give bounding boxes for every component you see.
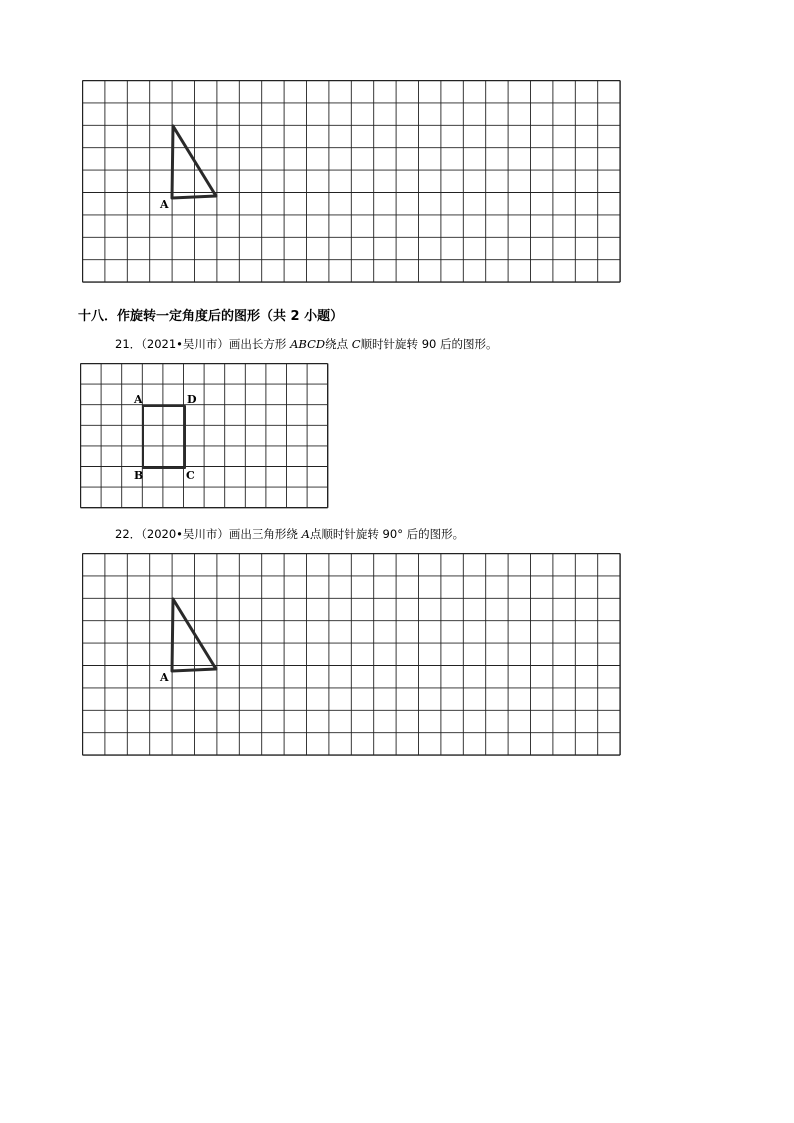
top-grid-svg xyxy=(82,80,622,295)
rect-label-b: B xyxy=(134,469,144,482)
question-22-point: A xyxy=(301,527,310,541)
triangle-top-label-a: A xyxy=(160,198,169,211)
bottom-grid xyxy=(82,553,622,768)
rect-label-a: A xyxy=(134,393,143,406)
question-21 xyxy=(115,336,498,352)
question-21-prefix: 21．（2021•吴川市）画出长方形 xyxy=(115,337,291,351)
question-22-prefix: 22．（2020•吴川市）画出三角形绕 xyxy=(115,527,302,541)
rect-label-c: C xyxy=(186,469,195,482)
triangle-bottom xyxy=(172,599,216,671)
question-21-middle: 绕点 xyxy=(325,337,352,351)
question-22-suffix: 点顺时针旋转 90° 后的图形。 xyxy=(309,527,465,541)
question-21-rect-name: ABCD xyxy=(290,337,326,351)
rectangle-grid xyxy=(80,363,330,511)
question-22 xyxy=(115,526,464,542)
rect-label-d: D xyxy=(187,393,197,406)
question-21-suffix: 顺时针旋转 90 后的图形。 xyxy=(360,337,498,351)
bottom-grid-svg xyxy=(82,553,622,768)
rectangle-abcd xyxy=(143,406,185,468)
section-title: 十八．作旋转一定角度后的图形（共 2 小题） xyxy=(78,309,344,324)
triangle-bottom-label-a: A xyxy=(160,671,169,684)
question-21-point: C xyxy=(351,337,361,351)
top-grid xyxy=(82,80,622,295)
triangle-top xyxy=(172,126,216,198)
rectangle-grid-svg xyxy=(80,363,330,511)
